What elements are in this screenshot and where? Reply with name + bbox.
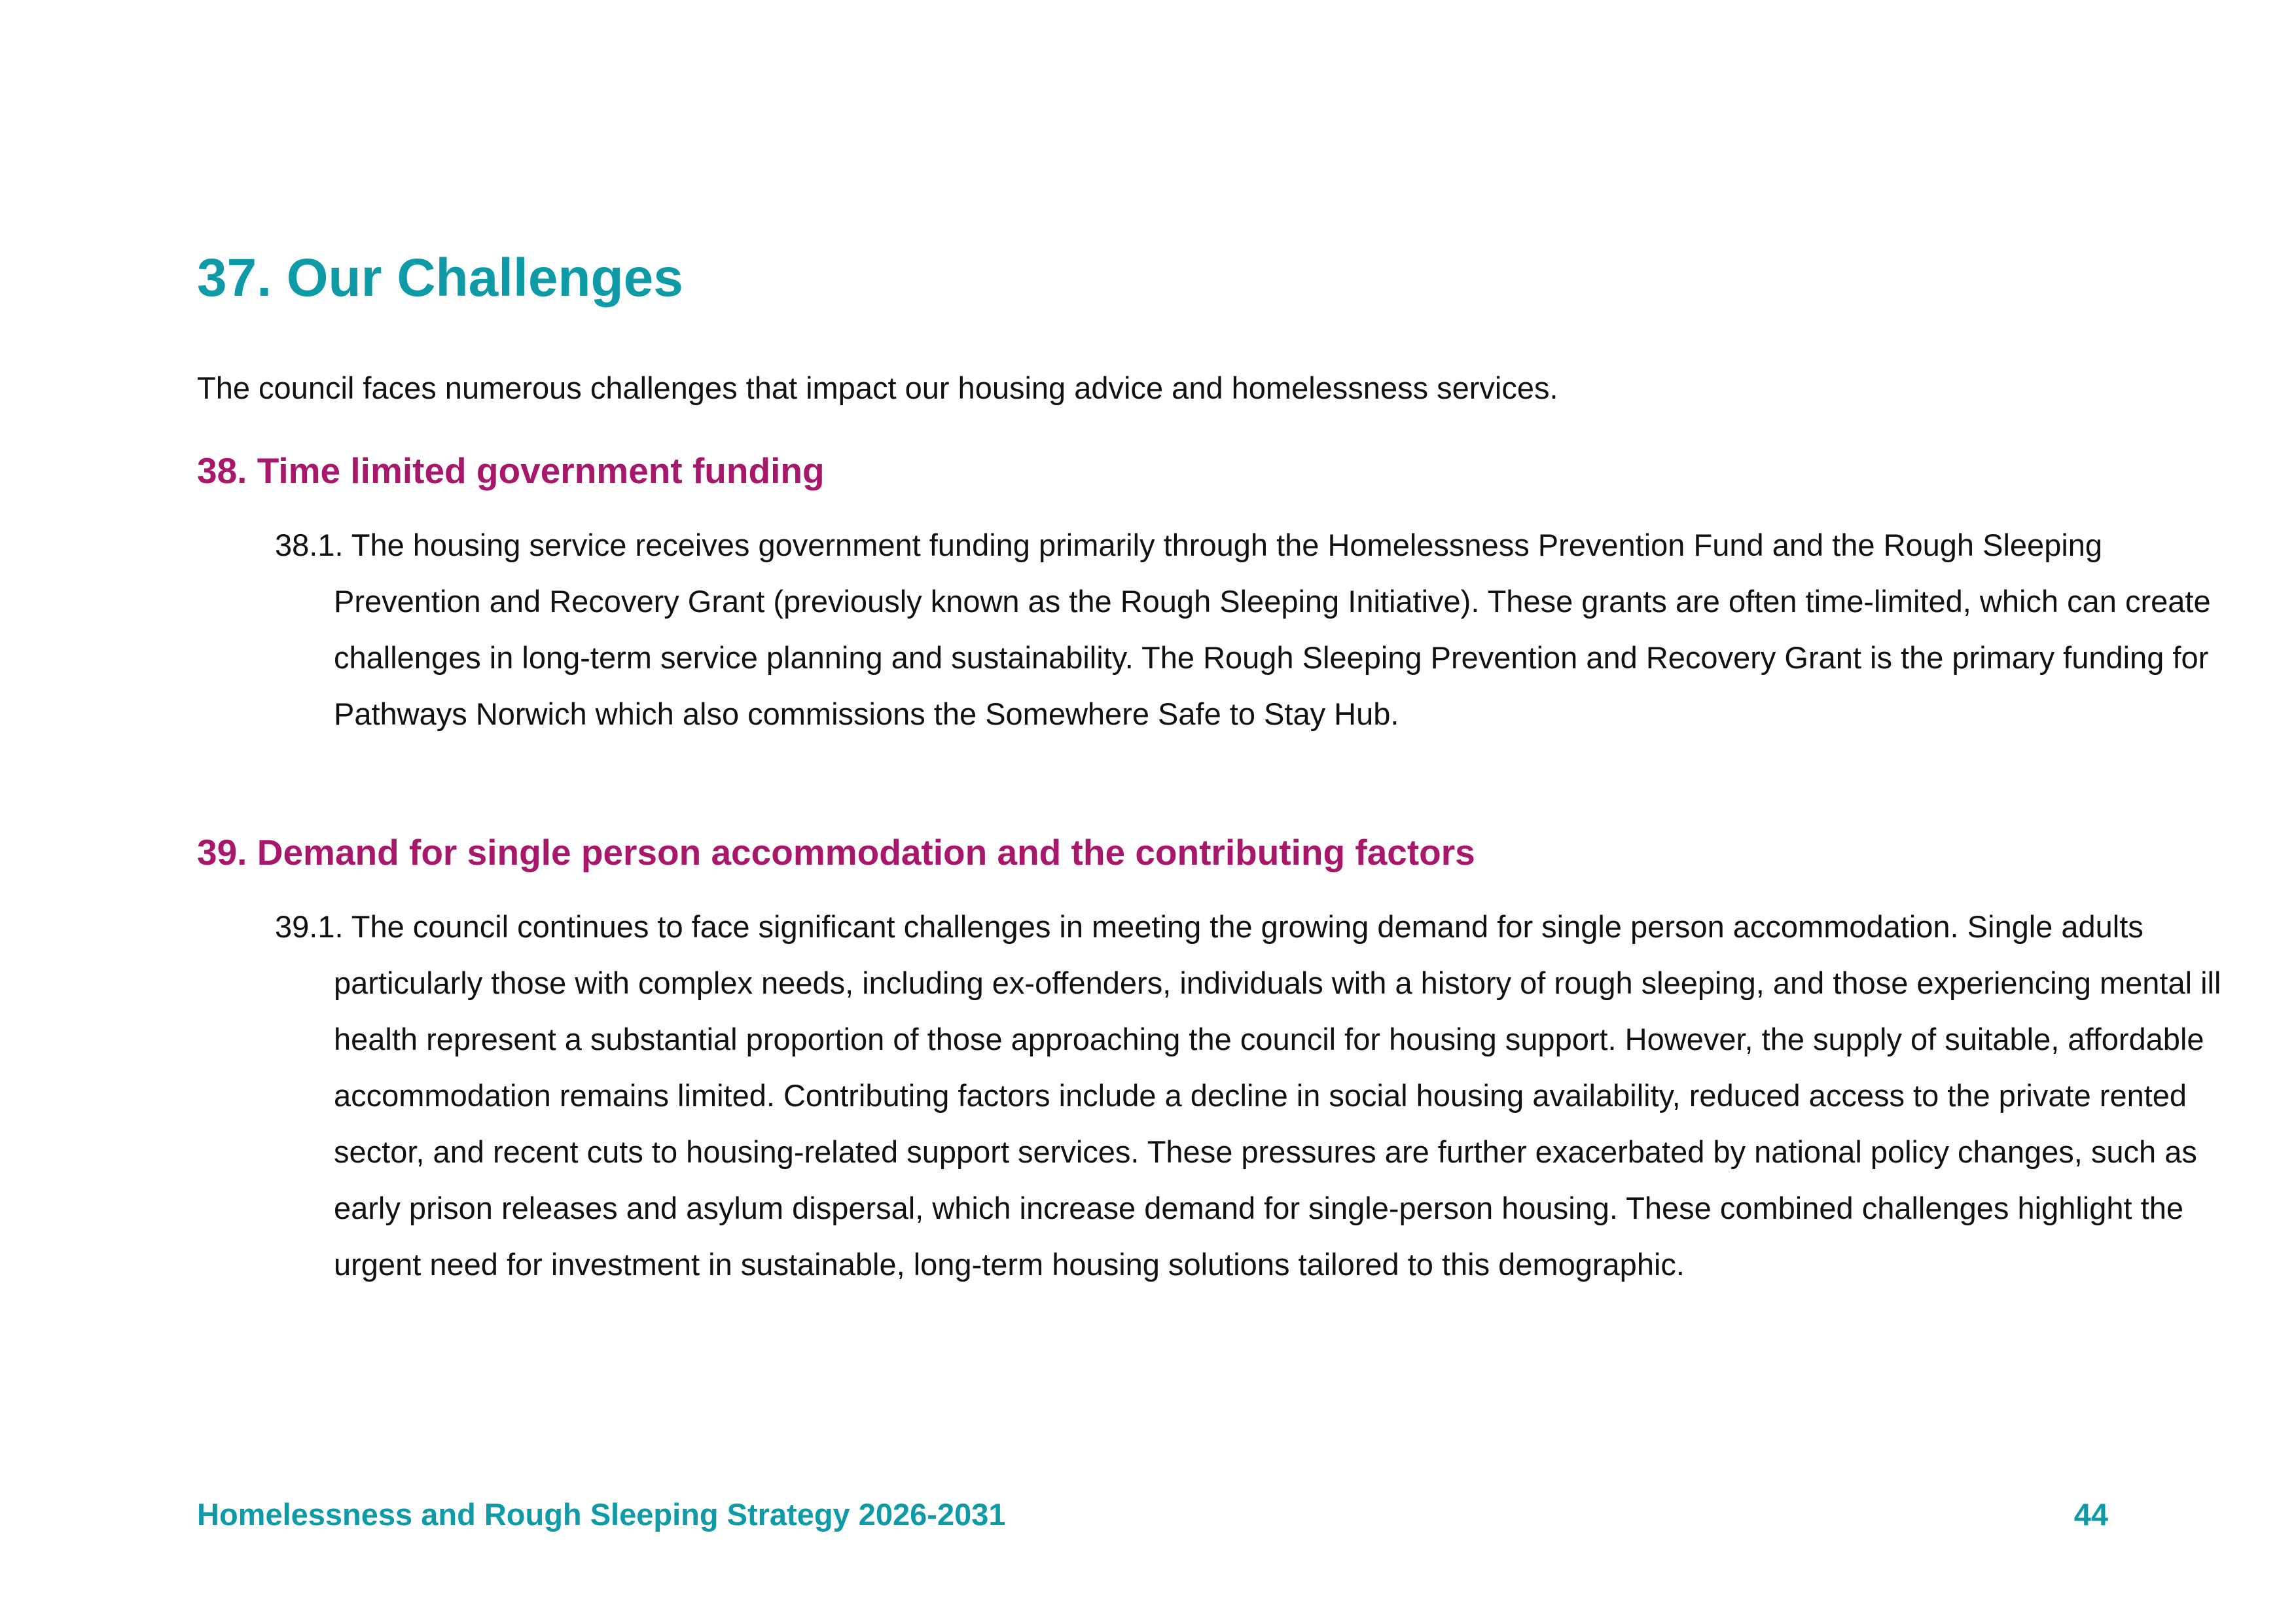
intro-paragraph: The council faces numerous challenges that impact our housing advice and homelessness services. (197, 370, 1558, 405)
page-title: 37. Our Challenges (197, 248, 683, 308)
footer-page-number: 44 (2073, 1497, 2108, 1532)
section-38-paragraph: 38.1. The housing service receives government funding primarily through the Homelessness Prevention Fund and the Rough Sleeping Prevention and Recovery Grant (previously known as the Rough Sleeping Initiative). These grants are often time-limited, which can create challenges in long-term service planning and sustainability. The Rough Sleeping Prevention and Recovery Grant is the primary funding for Pathways Norwich which also commissions the Somewhere Safe to Stay Hub. (275, 528, 2211, 731)
section-39-heading: 39. Demand for single person accommodation and the contributing factors (197, 832, 1475, 873)
footer-document-title: Homelessness and Rough Sleeping Strategy 2026-2031 (197, 1497, 1006, 1532)
section-39-paragraph: 39.1. The council continues to face significant challenges in meeting the growing demand for single person accommodation. Single adults particularly those with complex needs, including ex-offenders, individuals with a history of rough sleeping, and those experiencing mental ill health represent a substantial proportion of those approaching the council for housing support. However, the supply of suitable, affordable accommodation remains limited. Contributing factors include a decline in social housing availability, reduced access to the private rented sector, and recent cuts to housing-related support services. These pressures are further exacerbated by national policy changes, such as early prison releases and asylum dispersal, which increase demand for single-person housing. These combined challenges highlight the urgent need for investment in sustainable, long-term housing solutions tailored to this demographic. (275, 909, 2221, 1282)
section-38-heading: 38. Time limited government funding (197, 450, 825, 491)
